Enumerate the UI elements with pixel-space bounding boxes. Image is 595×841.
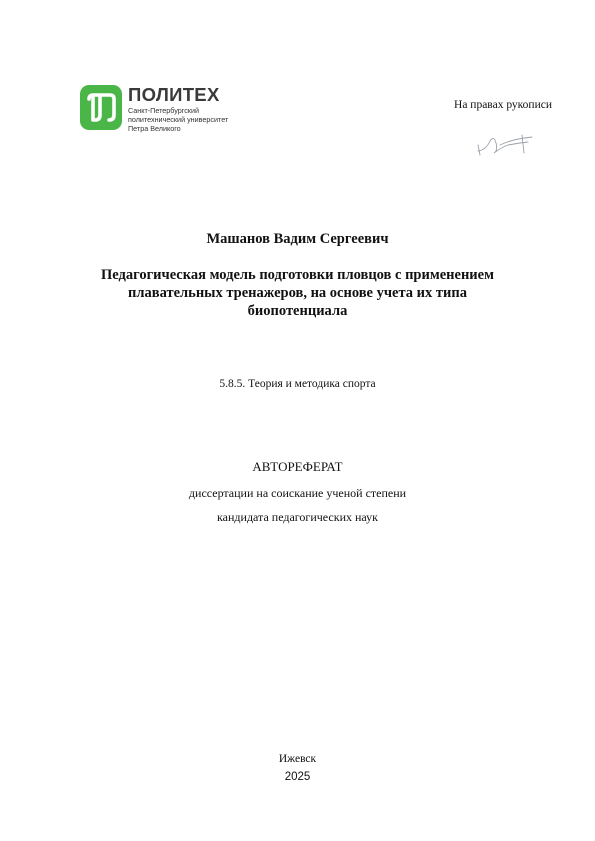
title-line: плавательных тренажеров, на основе учета их типа: [128, 285, 467, 301]
document-description: диссертации на соискание ученой степени: [188, 486, 407, 500]
logo-name: ПОЛИТЕХ: [128, 84, 220, 105]
university-logo: [80, 85, 250, 133]
year: 2025: [284, 771, 311, 783]
rights-notice: На правах рукописи: [454, 99, 552, 111]
logo-subtitle-line: политехнический университет: [128, 115, 229, 124]
title-line: Педагогическая модель подготовки пловцов с применением: [101, 267, 494, 283]
politech-logo-icon: [80, 85, 122, 130]
specialty-code: 5.8.5. Теория и методика спорта: [219, 378, 376, 390]
author-name: Машанов Вадим Сергеевич: [206, 231, 389, 247]
city: Ижевск: [278, 753, 317, 765]
dissertation-title: [0, 266, 595, 320]
title-line: биопотенциала: [247, 303, 348, 319]
logo-subtitle-line: Санкт-Петербургский: [128, 106, 199, 115]
handwritten-signature: [472, 129, 538, 159]
degree-description: кандидата педагогических наук: [217, 510, 378, 524]
logo-subtitle-line: Петра Великого: [128, 124, 181, 133]
document-type: АВТОРЕФЕРАТ: [252, 459, 343, 474]
